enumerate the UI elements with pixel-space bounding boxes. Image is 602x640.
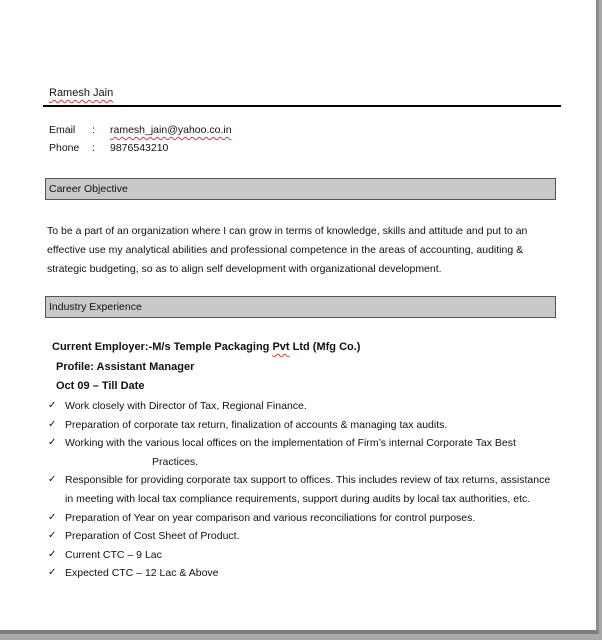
email-label: Email [49, 124, 76, 136]
checkmark-icon: ✓ [48, 474, 57, 486]
email-value[interactable]: ramesh_jain@yahoo.co.in [110, 124, 232, 136]
list-item: ✓ Responsible for providing corporate tax support to offices. This includes review of tax returns, assistance in meeting with local tax compliance requirements, support during audits by local tax authorities, etc. [46, 471, 560, 508]
current-employer [52, 341, 360, 353]
job-dates: Oct 09 – Till Date [56, 380, 145, 392]
candidate-name: Ramesh Jain [49, 87, 114, 99]
employer-suffix: Ltd (Mfg Co.) [289, 341, 361, 353]
list-item-continuation: Practices. [152, 455, 199, 468]
list-item: ✓ Current CTC – 9 Lac [46, 546, 560, 565]
phone-colon: : [92, 142, 95, 154]
employer-pvt: Pvt [272, 341, 290, 353]
responsibility-list [46, 397, 560, 583]
phone-label: Phone [49, 142, 80, 154]
header-divider [43, 105, 561, 107]
employer-prefix: Current Employer:-M/s Temple Packaging [52, 341, 273, 353]
checkmark-icon: ✓ [48, 548, 57, 560]
checkmark-icon: ✓ [48, 511, 57, 523]
email-row [49, 124, 232, 136]
checkmark-icon: ✓ [48, 437, 57, 449]
email-colon: : [92, 124, 95, 136]
list-item: ✓ Preparation of Cost Sheet of Product. [46, 527, 560, 546]
list-item: ✓ Preparation of corporate tax return, finalization of accounts & managing tax audits. [46, 416, 560, 435]
checkmark-icon: ✓ [48, 400, 57, 411]
career-objective-text: To be a part of an organization where I can grow in terms of knowledge, skills and attitude and put to an effective use my analytical abilities and professional competence in the areas of accounting, auditing & strategic budgeting, so as to align self development with organizational development. [47, 225, 528, 275]
checkmark-icon: ✓ [48, 418, 57, 430]
list-item: ✓ Working with the various local offices on the implementation of Firm’s internal Corporate Tax Best Practices. [46, 434, 560, 471]
checkmark-icon: ✓ [48, 530, 57, 542]
phone-row [49, 142, 168, 154]
industry-experience-heading: Industry Experience [45, 296, 556, 318]
phone-value: 9876543210 [110, 142, 169, 154]
list-item: ✓ Work closely with Director of Tax, Regional Finance. [46, 397, 560, 416]
list-item: ✓ Expected CTC – 12 Lac & Above [46, 564, 560, 583]
checkmark-icon: ✓ [48, 567, 57, 579]
career-objective-heading: Career Objective [45, 178, 556, 200]
list-item: ✓ Preparation of Year on year comparison and various reconciliations for control purposes. [46, 509, 560, 528]
job-profile: Profile: Assistant Manager [56, 361, 195, 373]
